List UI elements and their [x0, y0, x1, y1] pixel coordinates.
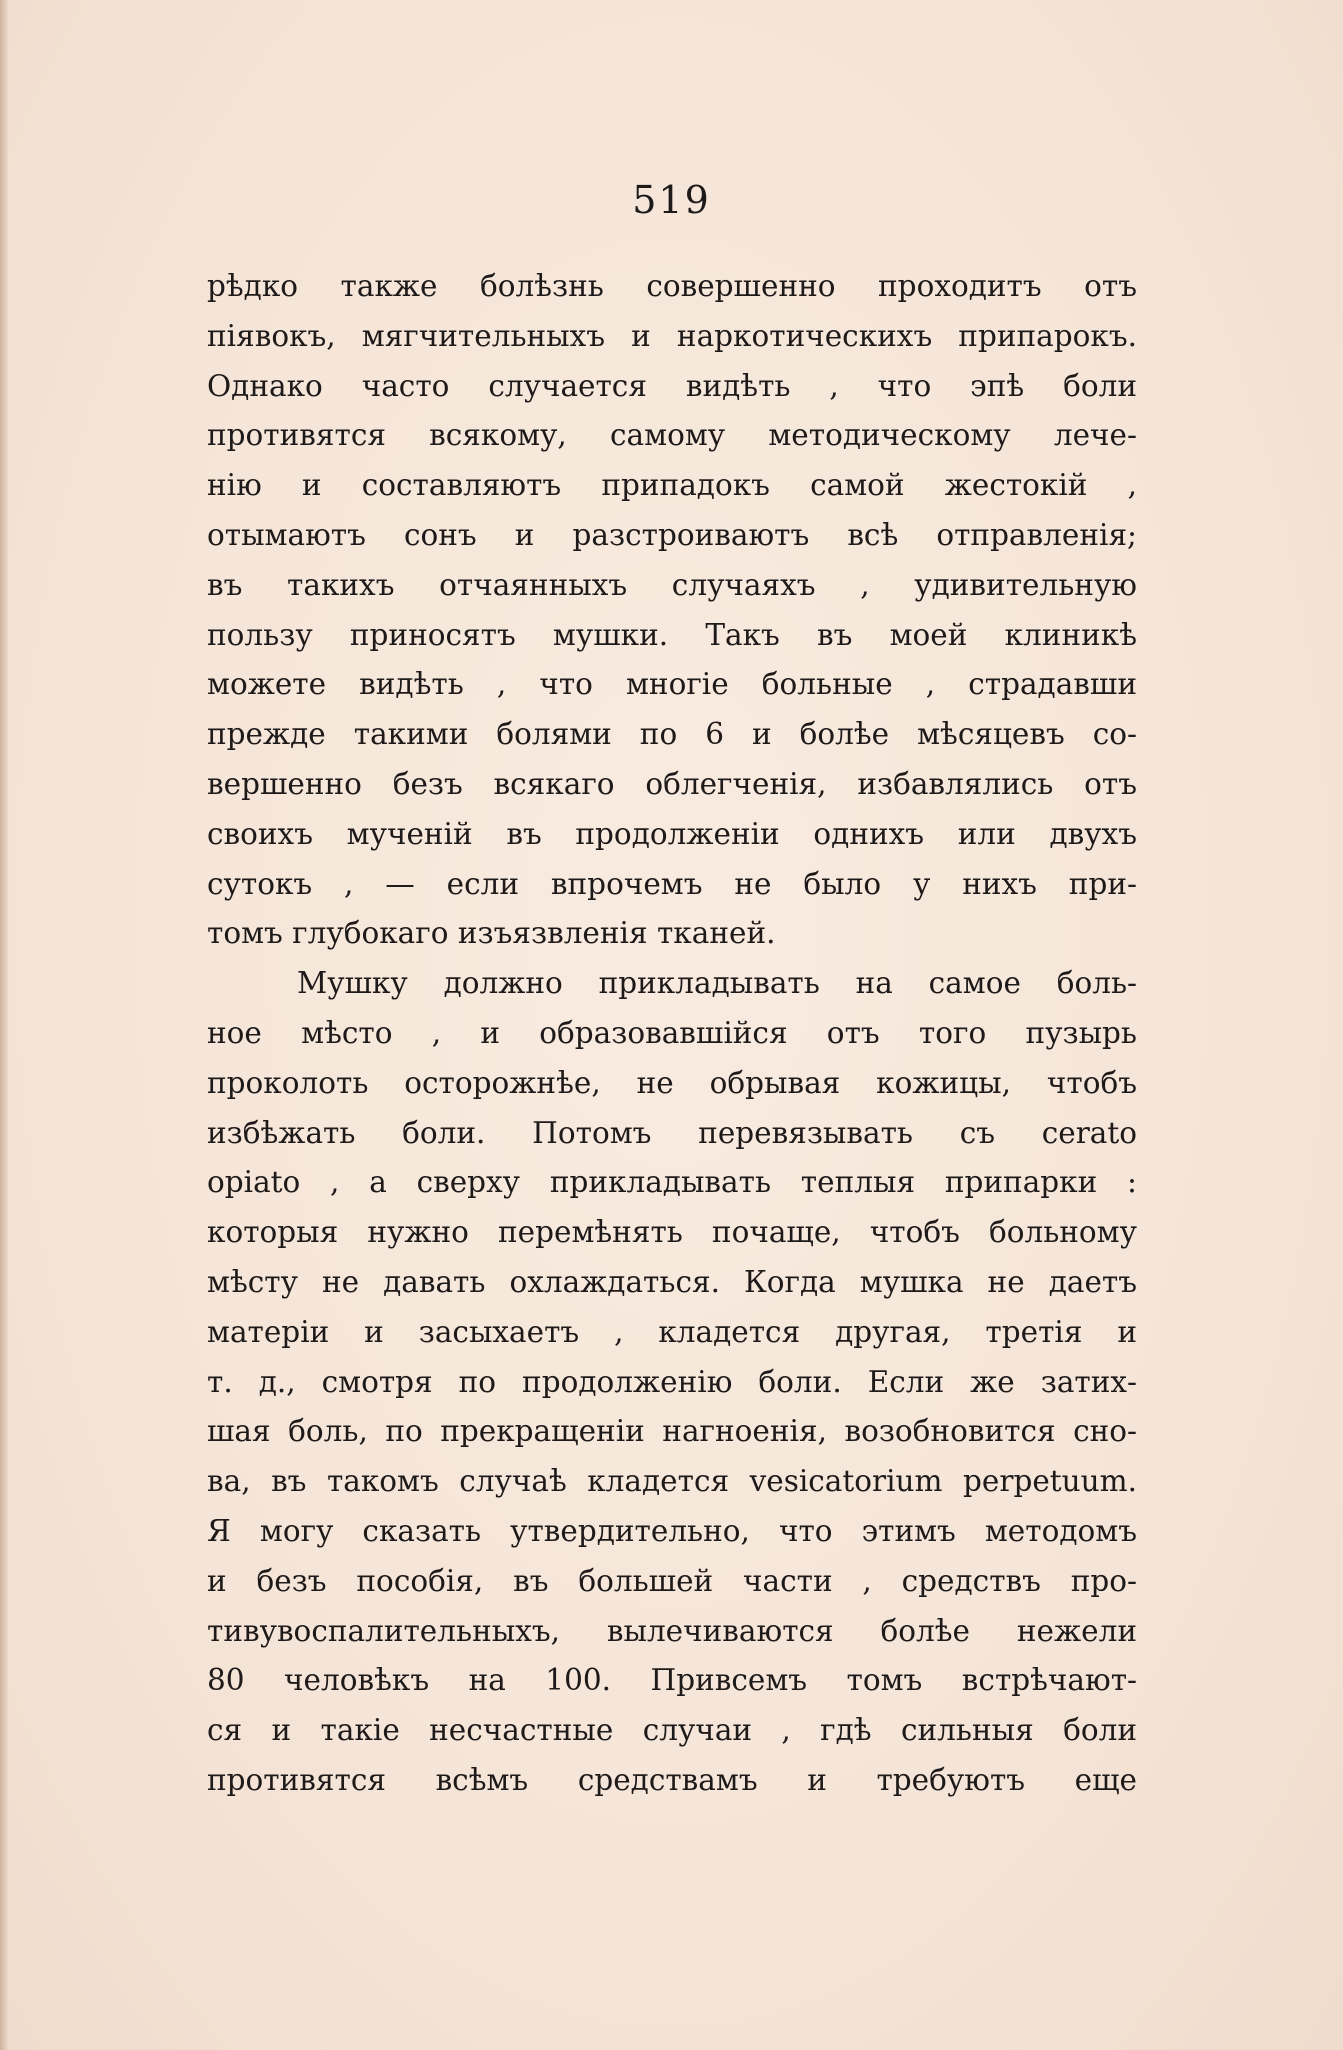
text-line: шая боль, по прекращеніи нагноенія, возобновится сно-: [207, 1414, 1137, 1449]
text-line: ное мѣсто , и образовавшійся отъ того пузырь: [207, 1015, 1137, 1050]
text-line: нію и составляютъ припадокъ самой жестокій ,: [207, 468, 1137, 503]
paragraph-end-line: томъ глубокаго изъязвленія тканей.: [207, 916, 776, 951]
page-number: 519: [632, 178, 711, 222]
text-line: прежде такими болями по 6 и болѣе мѣсяцевъ со-: [207, 717, 1137, 752]
text-line: піявокъ, мягчительныхъ и наркотическихъ припарокъ.: [207, 318, 1137, 353]
text-line: ся и такіе несчастные случаи , гдѣ сильныя боли: [207, 1713, 1137, 1748]
text-line: рѣдко также болѣзнь совершенно проходитъ отъ: [207, 269, 1137, 303]
text-line: сутокъ , — если впрочемъ не было у нихъ при-: [207, 866, 1137, 901]
text-line: противятся всякому, самому методическому лече-: [207, 418, 1137, 453]
text-line: въ такихъ отчаянныхъ случаяхъ , удивительную: [207, 567, 1137, 602]
text-line: тивувоспалительныхъ, вылечиваются болѣе нежели: [207, 1613, 1137, 1648]
text-line: 80 человѣкъ на 100. Привсемъ томъ встрѣчают-: [207, 1663, 1137, 1698]
page-edge: [0, 0, 8, 2050]
text-line: Однако часто случается видѣть , что эпѣ боли: [207, 368, 1137, 403]
body-text: [207, 262, 1137, 1806]
text-line: матеріи и засыхаетъ , кладется другая, третія и: [207, 1314, 1137, 1349]
text-line: ва, въ такомъ случаѣ кладется vesicatorium perpetuum.: [207, 1464, 1137, 1499]
text-line: пользу приносятъ мушки. Такъ въ моей клиникѣ: [207, 617, 1137, 652]
text-line: противятся всѣмъ средствамъ и требуютъ еще: [207, 1762, 1137, 1797]
text-line: избѣжать боли. Потомъ перевязывать съ cerato: [207, 1115, 1137, 1150]
text-line: своихъ мученій въ продолженіи однихъ или двухъ: [207, 816, 1137, 851]
paragraph-start-line: Мушку должно прикладывать на самое боль-: [297, 966, 1137, 1001]
text-line: вершенно безъ всякаго облегченія, избавлялись отъ: [207, 766, 1137, 801]
text-line: мѣсту не давать охлаждаться. Когда мушка не даетъ: [207, 1264, 1137, 1299]
text-line: можете видѣть , что многіе больные , страдавши: [207, 667, 1137, 702]
text-line: и безъ пособія, въ большей части , средствъ про-: [207, 1563, 1137, 1598]
text-line: т. д., смотря по продолженію боли. Если же затих-: [207, 1364, 1137, 1399]
text-line: проколоть осторожнѣе, не обрывая кожицы, чтобъ: [207, 1065, 1137, 1100]
text-line: которыя нужно перемѣнять почаще, чтобъ больному: [207, 1215, 1137, 1250]
text-line: отымаютъ сонъ и разстроиваютъ всѣ отправленія;: [207, 517, 1137, 552]
text-line: opiato , а сверху прикладывать теплыя припарки :: [207, 1165, 1137, 1200]
text-line: Я могу сказать утвердительно, что этимъ методомъ: [207, 1513, 1137, 1548]
